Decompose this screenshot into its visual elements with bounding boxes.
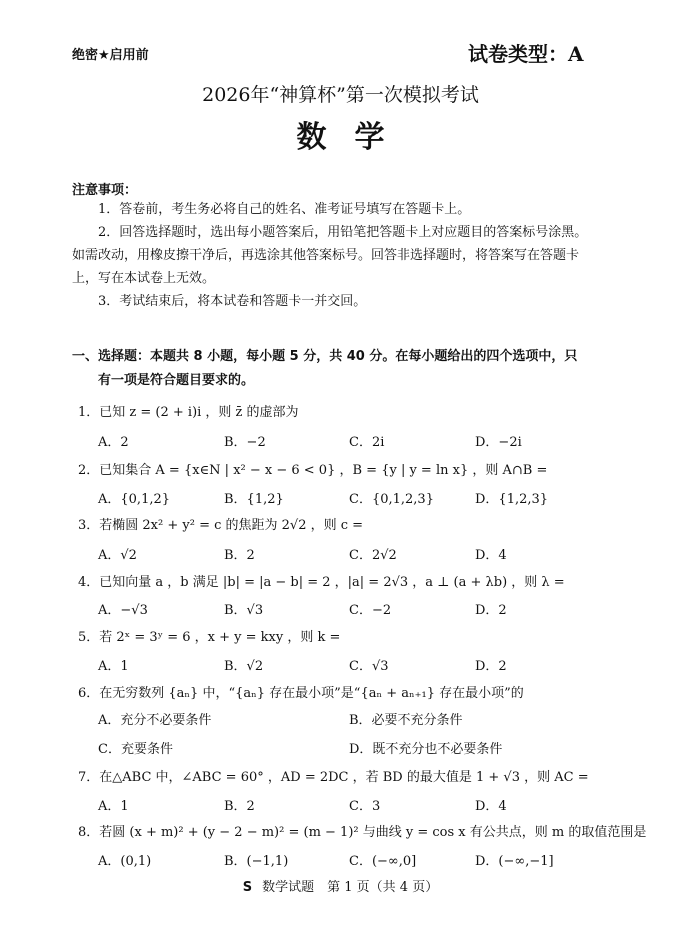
question-7-stem: 7．在△ABC 中，∠ABC = 60° ，AD = 2DC ，若 BD 的最大值是 1 + √3 ，则 AC = — [78, 770, 589, 785]
question-1-option-d: D．−2i — [475, 435, 522, 450]
question-8-option-b: B．(−1,1) — [224, 854, 289, 869]
question-4-option-c: C．−2 — [349, 603, 392, 618]
question-6-stem: 6．在无穷数列 {aₙ} 中，“{aₙ} 存在最小项”是“{aₙ + aₙ₊₁} 存在最小项”的 — [78, 686, 524, 701]
question-3-option-b: B．2 — [224, 548, 255, 563]
question-5-option-a: A．1 — [98, 659, 129, 674]
question-3-stem: 3．若椭圆 2x² + y² = c 的焦距为 2√2 ，则 c = — [78, 518, 364, 533]
notes-heading: 注意事项： — [72, 183, 138, 198]
question-4-option-a: A．−√3 — [98, 603, 148, 618]
question-7-option-b: B．2 — [224, 799, 255, 814]
section-heading-line1: 一、选择题：本题共 8 小题，每小题 5 分，共 40 分。在每小题给出的四个选项中，只 — [72, 349, 578, 364]
question-8-option-c: C．(−∞,0] — [349, 854, 417, 869]
notes-list — [72, 198, 600, 313]
confidential-label: 绝密★启用前 — [72, 48, 149, 63]
question-2-option-c: C．{0,1,2,3} — [349, 492, 434, 507]
question-8-stem: 8．若圆 (x + m)² + (y − 2 − m)² = (m − 1)² 与曲线 y = cos x 有公共点，则 m 的取值范围是 — [78, 825, 647, 840]
question-8-option-a: A．(0,1) — [98, 854, 152, 869]
paper-type-label: 试卷类型：A — [468, 42, 584, 66]
question-2-option-d: D．{1,2,3} — [475, 492, 549, 507]
question-2-stem: 2．已知集合 A = {x∈N | x² − x − 6 < 0} ，B = {y | y = ln x} ，则 A∩B = — [78, 463, 548, 478]
page-footer — [0, 876, 681, 895]
note-item: 1．答卷前，考生务必将自己的姓名、准考证号填写在答题卡上。 — [98, 202, 471, 217]
question-1-option-c: C．2i — [349, 435, 385, 450]
question-2-option-a: A．{0,1,2} — [98, 492, 171, 507]
question-6-option-d: D．既不充分也不必要条件 — [349, 742, 503, 757]
question-3-option-a: A．√2 — [98, 548, 137, 563]
question-7-option-c: C．3 — [349, 799, 381, 814]
question-4-option-d: D．2 — [475, 603, 507, 618]
question-6-option-b: B．必要不充分条件 — [349, 713, 463, 728]
question-6-option-c: C．充要条件 — [98, 742, 173, 757]
question-2-option-b: B．{1,2} — [224, 492, 284, 507]
note-item: 3．考试结束后，将本试卷和答题卡一并交回。 — [98, 294, 367, 309]
note-item: 2．回答选择题时，选出每小题答案后，用铅笔把答题卡上对应题目的答案标号涂黑。如需改动，用橡皮擦干净后，再选涂其他答案标号。回答非选择题时，将答案写在答题卡上，写在本试卷上无效。 — [72, 225, 588, 286]
question-5-stem: 5．若 2ˣ = 3ʸ = 6 ，x + y = kxy ，则 k = — [78, 630, 341, 645]
question-7-option-a: A．1 — [98, 799, 129, 814]
footer-page-info: 数学试题 第 1 页（共 4 页） — [262, 880, 439, 895]
section-heading — [72, 345, 600, 393]
section-heading-line2: 有一项是符合题目要求的。 — [98, 373, 255, 388]
question-3-option-c: C．2√2 — [349, 548, 397, 563]
exam-title: 2026年“神算杯”第一次模拟考试 — [202, 84, 479, 106]
question-5-option-c: C．√3 — [349, 659, 389, 674]
question-1-option-b: B．−2 — [224, 435, 266, 450]
subject-title: 数学 — [296, 120, 413, 155]
question-4-option-b: B．√3 — [224, 603, 264, 618]
question-1-option-a: A．2 — [98, 435, 129, 450]
question-6-option-a: A．充分不必要条件 — [98, 713, 212, 728]
footer-mark: S — [242, 880, 253, 895]
question-5-option-b: B．√2 — [224, 659, 264, 674]
question-7-option-d: D．4 — [475, 799, 507, 814]
question-8-option-d: D．(−∞,−1] — [475, 854, 554, 869]
question-4-stem: 4．已知向量 a ，b 满足 |b| = |a − b| = 2 ，|a| = 2√3 ，a ⊥ (a + λb) ，则 λ = — [78, 575, 565, 590]
question-5-option-d: D．2 — [475, 659, 507, 674]
question-1-stem: 1．已知 z = (2 + i)i ，则 z̄ 的虚部为 — [78, 405, 299, 420]
question-3-option-d: D．4 — [475, 548, 507, 563]
